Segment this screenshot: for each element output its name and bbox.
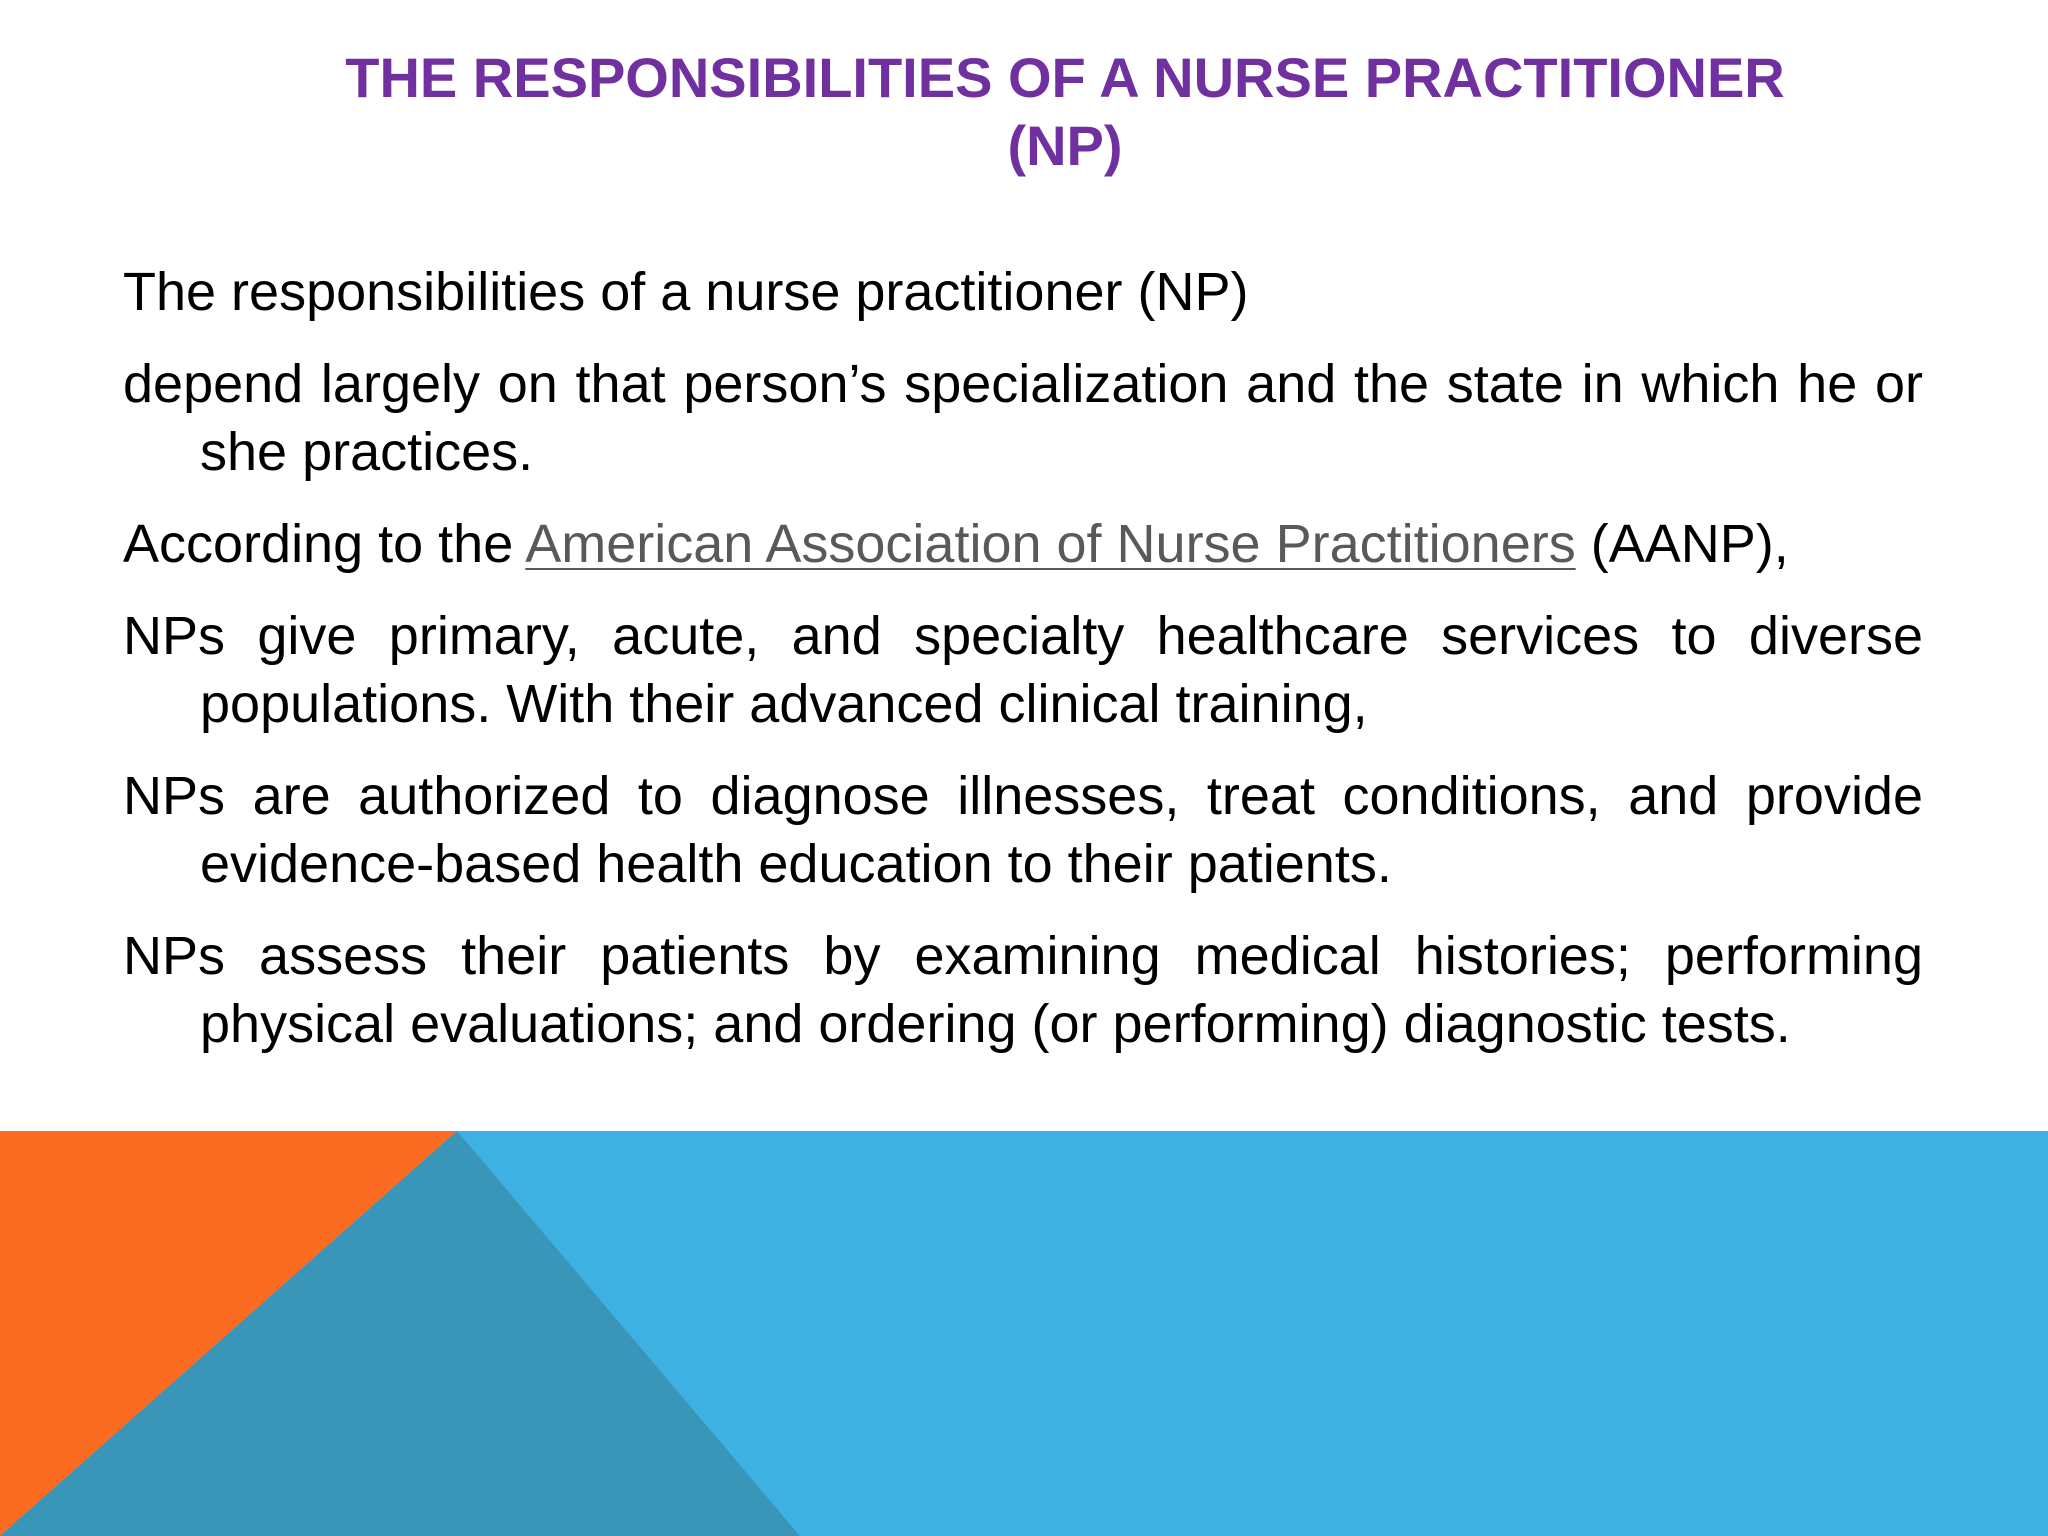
paragraph-3-prefix: According to the xyxy=(123,514,526,574)
decorative-footer xyxy=(0,1131,2048,1536)
aanp-link[interactable]: American Association of Nurse Practitioners xyxy=(525,514,1576,574)
paragraph-3 xyxy=(123,510,1923,578)
slide-title-line-1: THE RESPONSIBILITIES OF A NURSE PRACTITIONER xyxy=(345,46,1785,109)
paragraph-3-suffix: (AANP), xyxy=(1575,514,1789,574)
slide-body xyxy=(123,258,1923,1082)
paragraph-6: NPs assess their patients by examining medical histories; performing physical evaluations; and ordering (or performing) diagnostic tests. xyxy=(123,926,1923,1054)
slide-title-line-2: (NP) xyxy=(1007,114,1123,177)
paragraph-5: NPs are authorized to diagnose illnesses, treat conditions, and provide evidence-based health education to their patients. xyxy=(123,766,1923,894)
slide-title xyxy=(260,44,1870,180)
footer-graphic xyxy=(0,1131,2048,1536)
paragraph-1: The responsibilities of a nurse practitioner (NP) xyxy=(123,262,1249,322)
paragraph-2: depend largely on that person’s specialization and the state in which he or she practices. xyxy=(123,354,1923,482)
paragraph-4: NPs give primary, acute, and specialty healthcare services to diverse populations. With their advanced clinical training, xyxy=(123,606,1923,734)
